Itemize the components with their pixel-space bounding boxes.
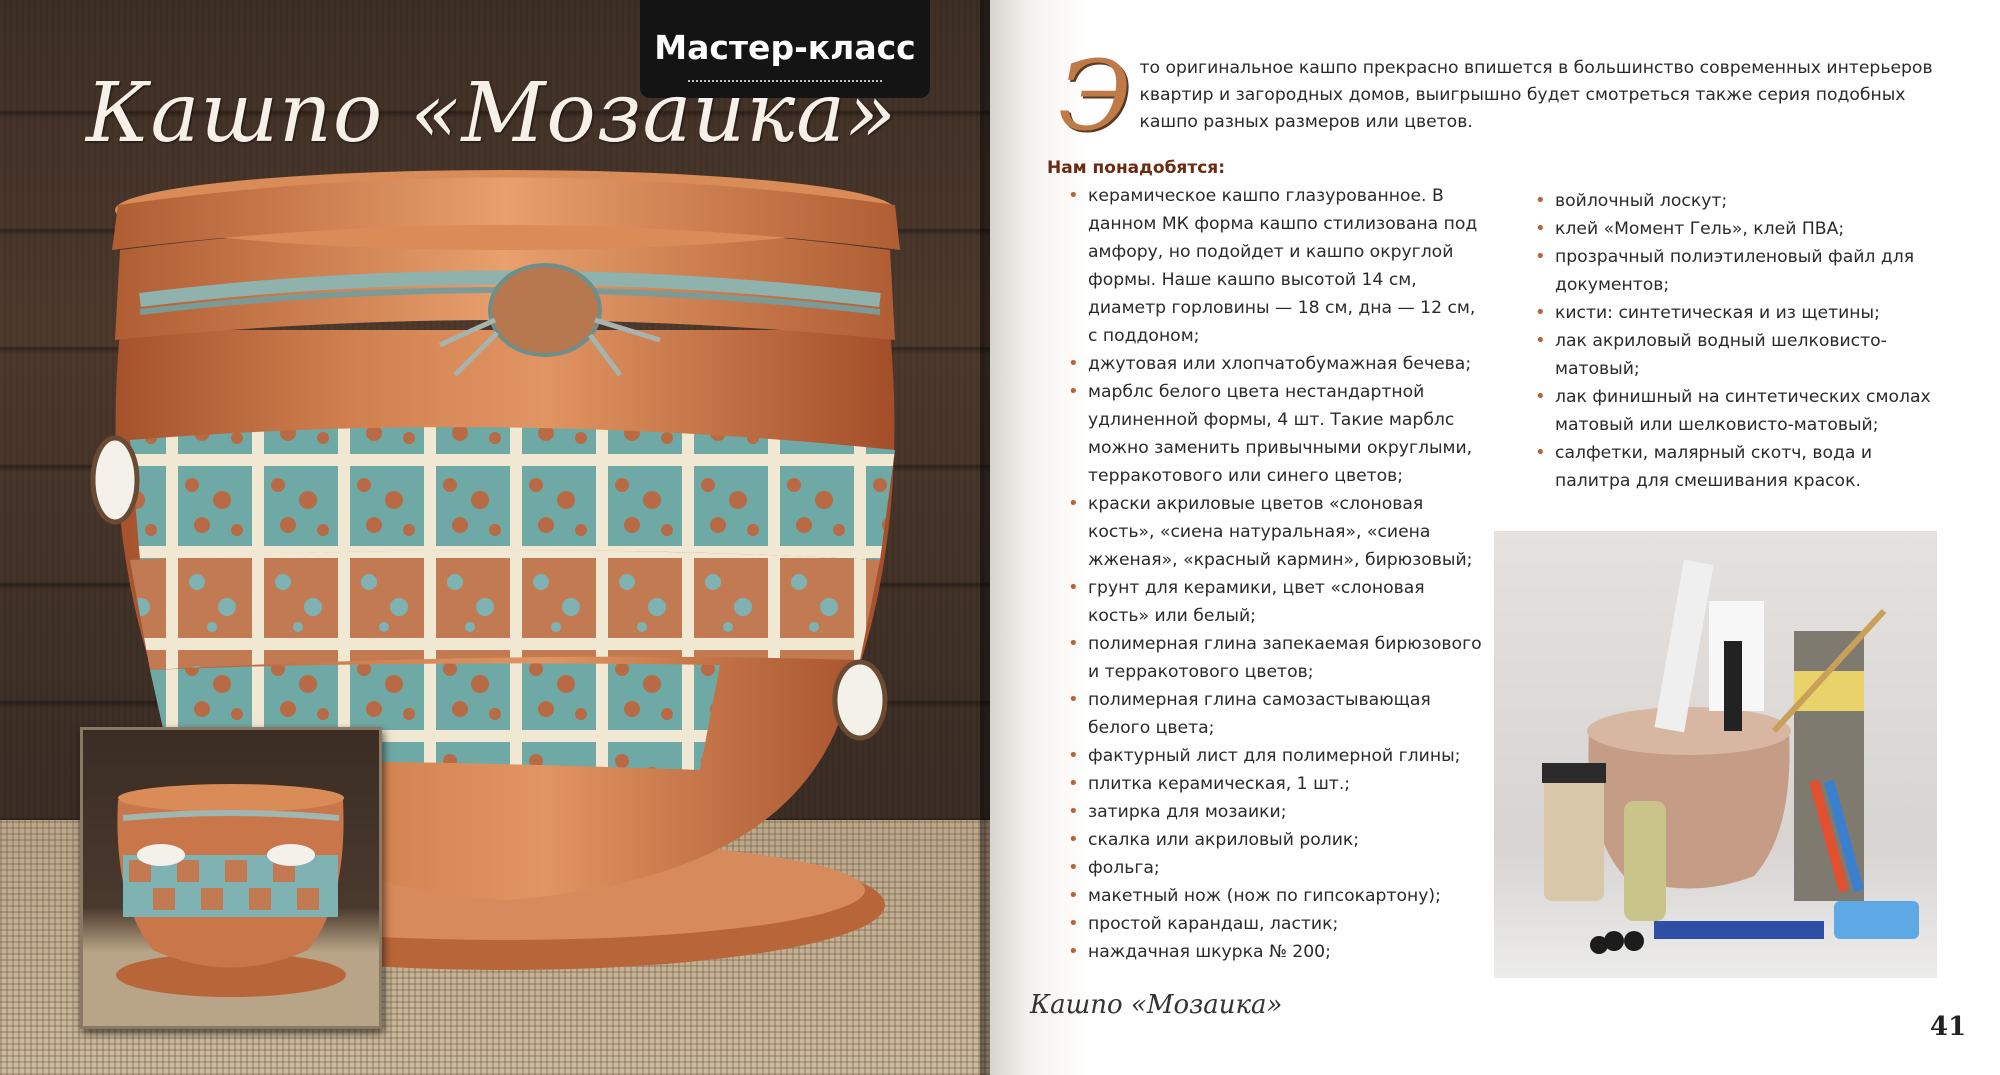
list-item: • затирка для мозаики;	[1068, 798, 1488, 826]
list-item: • лак акриловый водный шелковисто-матовый;	[1535, 327, 1935, 383]
list-item: • марблс белого цвета нестандартной удлиненной формы, 4 шт. Такие марблс можно заменить привычными округлыми, терракотового или синего цветов;	[1068, 378, 1488, 490]
list-item: • скалка или акриловый ролик;	[1068, 826, 1488, 854]
list-item: • лак финишный на синтетических смолах матовый или шелковисто-матовый;	[1535, 383, 1935, 439]
left-page-photo	[0, 0, 990, 1075]
intro-dropcap: Э	[1058, 40, 1132, 152]
list-item: • джутовая или хлопчатобумажная бечева;	[1068, 350, 1488, 378]
list-item: • полимерная глина самозастывающая белого цвета;	[1068, 686, 1488, 742]
list-item: • простой карандаш, ластик;	[1068, 910, 1488, 938]
inset-pot-photo	[80, 727, 382, 1029]
list-item: • клей «Момент Гель», клей ПВА;	[1535, 215, 1935, 243]
list-item: • наждачная шкурка № 200;	[1068, 938, 1488, 966]
materials-heading: Нам понадобятся:	[1047, 158, 1225, 178]
list-item: • краски акриловые цветов «слоновая кость», «сиена натуральная», «сиена жженая», «красный кармин», бирюзовый;	[1068, 490, 1488, 574]
list-item: • кисти: синтетическая и из щетины;	[1535, 299, 1935, 327]
page-title: Кашпо «Мозаика»	[86, 66, 898, 161]
materials-list-right	[1535, 187, 1935, 495]
list-item: • полимерная глина запекаемая бирюзового и терракотового цветов;	[1068, 630, 1488, 686]
list-item: • грунт для керамики, цвет «слоновая кость» или белый;	[1068, 574, 1488, 630]
list-item: • салфетки, малярный скотч, вода и палитра для смешивания красок.	[1535, 439, 1935, 495]
page-number: 41	[1930, 1012, 1967, 1042]
list-item: • плитка керамическая, 1 шт.;	[1068, 770, 1488, 798]
section-tab-label: Мастер-класс	[654, 28, 916, 67]
materials-list-left	[1068, 182, 1488, 966]
intro-paragraph	[1058, 40, 1938, 152]
supplies-photo	[1494, 531, 1937, 978]
list-item: • керамическое кашпо глазурованное. В данном МК форма кашпо стилизована под амфору, но подойдет и кашпо округлой формы. Наше кашпо высотой 14 см, диаметр горловины — 18 см, дна — 12 см, с поддоном;	[1068, 182, 1488, 350]
page-gutter-shadow	[980, 0, 990, 1075]
footer-title: Кашпо «Мозаика»	[1030, 990, 1283, 1020]
list-item: • войлочный лоскут;	[1535, 187, 1935, 215]
list-item: • фольга;	[1068, 854, 1488, 882]
list-item: • фактурный лист для полимерной глины;	[1068, 742, 1488, 770]
list-item: • прозрачный полиэтиленовый файл для документов;	[1535, 243, 1935, 299]
list-item: • макетный нож (нож по гипсокартону);	[1068, 882, 1488, 910]
intro-text: то оригинальное кашпо прекрасно впишется в большинство современных интерьеров квартир и загородных домов, выигрышно будет смотреться также серия подобных кашпо разных размеров или цветов.	[1139, 58, 1933, 132]
